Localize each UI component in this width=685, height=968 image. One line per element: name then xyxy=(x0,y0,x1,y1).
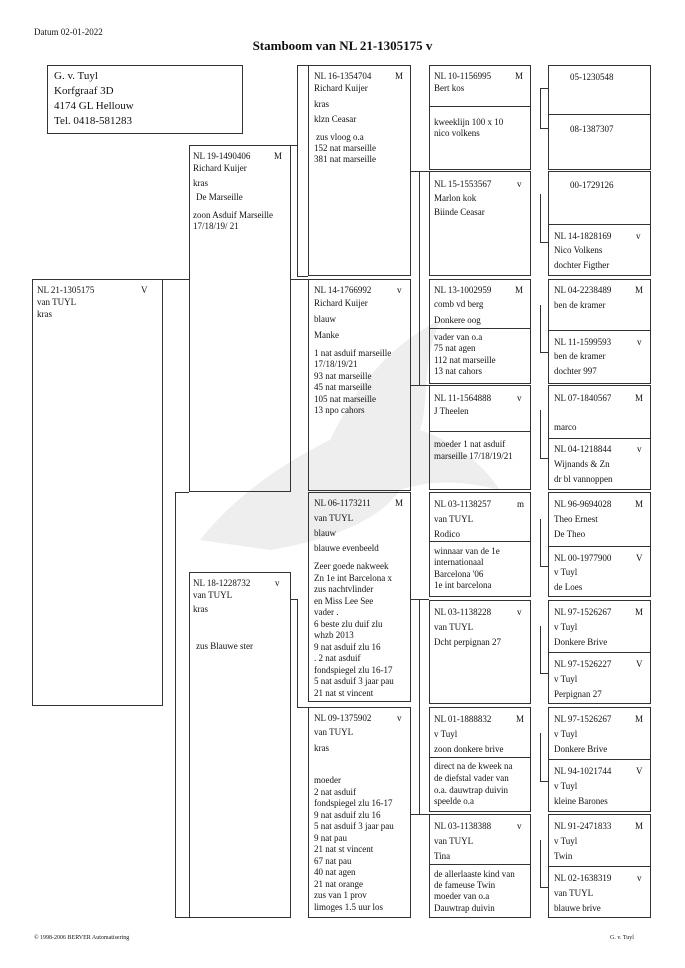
ff-note: 152 nat marseille xyxy=(314,143,376,153)
father-ring: NL 19-1490406 xyxy=(193,151,251,161)
connector-line xyxy=(540,128,548,129)
pedigree-title: Stamboom van NL 21-1305175 v xyxy=(252,38,433,53)
g3-line3: Dcht perpignan 27 xyxy=(434,637,501,647)
g3-divider xyxy=(430,541,530,542)
g4-line3: blauwe brive xyxy=(554,903,601,913)
mm-breeder: van TUYL xyxy=(314,727,354,737)
g4-line2: v Tuyl xyxy=(554,622,578,632)
g3-note: vader van o.a xyxy=(434,332,483,342)
g4-sex: V xyxy=(636,659,643,669)
g4-ring: NL 04-2238489 xyxy=(554,285,612,295)
connector-line xyxy=(297,707,308,708)
connector-line xyxy=(175,492,189,493)
mf-note: vader . xyxy=(314,607,339,617)
g3-box-1 xyxy=(429,65,531,170)
connector-line xyxy=(175,492,176,918)
g3-note: moeder van o.a xyxy=(434,891,490,901)
g4-ring: NL 00-1977900 xyxy=(554,553,612,563)
connector-line xyxy=(175,917,189,918)
mf-note: 21 nat st vincent xyxy=(314,688,374,698)
mf-note: fondspiegel zlu 16-17 xyxy=(314,665,393,675)
owner-city: 4174 GL Hellouw xyxy=(54,100,134,112)
g3-line2: van TUYL xyxy=(434,622,474,632)
g3-divider xyxy=(430,106,530,107)
fm-sex: v xyxy=(397,285,402,295)
g3-note: Barcelona '06 xyxy=(434,569,484,579)
mm-note: 2 nat asduif xyxy=(314,787,356,797)
g4-pair-5 xyxy=(548,492,651,597)
g3-line3: Biinde Ceasar xyxy=(434,207,485,217)
g4-line3: de Loes xyxy=(554,582,583,592)
mm-note: 9 nat pau xyxy=(314,833,347,843)
father-color: kras xyxy=(193,178,208,188)
g4-divider xyxy=(549,330,650,331)
g3-note: kweeklijn 100 x 10 xyxy=(434,117,504,127)
g3-note: Dauwtrap duivin xyxy=(434,903,495,913)
g3-note: winnaar van de 1e xyxy=(434,546,500,556)
g3-line3: Donkere oog xyxy=(434,315,481,325)
subject-box xyxy=(32,279,163,706)
connector-line xyxy=(540,458,548,459)
fm-color: blauw xyxy=(314,314,336,324)
connector-line xyxy=(297,276,308,277)
g4-line2: v Tuyl xyxy=(554,836,578,846)
g4-line3: Perpignan 27 xyxy=(554,689,602,699)
mf-note: en Miss Lee See xyxy=(314,596,374,606)
connector-line xyxy=(540,733,541,781)
g3-note: de allerlaaste kind van xyxy=(434,869,515,879)
g3-note: moeder 1 nat asduif xyxy=(434,439,506,449)
g3-divider xyxy=(430,864,530,865)
g3-note: speelde o.a xyxy=(434,796,474,806)
g3-sex: M xyxy=(516,714,525,724)
connector-line xyxy=(540,88,541,128)
g4-line3: dochter 997 xyxy=(554,366,597,376)
g4-pair-2 xyxy=(548,171,651,276)
mm-color: kras xyxy=(314,743,329,753)
g3-box-5 xyxy=(429,492,531,597)
g3-line2: v Tuyl xyxy=(434,729,458,739)
g4-sex: M xyxy=(635,714,644,724)
mother-breeder: van TUYL xyxy=(193,590,233,600)
g3-note: 1e int barcelona xyxy=(434,580,492,590)
ff-sex: M xyxy=(395,71,404,81)
g3-note: de fameuse Twin xyxy=(434,880,496,890)
g4-pair-6 xyxy=(548,600,651,704)
g4-divider xyxy=(549,114,650,115)
g3-line2: J Theelen xyxy=(434,406,469,416)
g4-line2: ben de kramer xyxy=(554,351,606,361)
g4-sex: v xyxy=(637,337,642,347)
connector-line xyxy=(540,194,541,242)
connector-line xyxy=(540,519,541,566)
g4-line2: van TUYL xyxy=(554,888,594,898)
g3-sex: M xyxy=(515,71,524,81)
g4-sex: v xyxy=(637,444,642,454)
owner-box xyxy=(47,65,243,134)
g4-line3: dochter Figther xyxy=(554,260,610,270)
mf-name: blauwe evenbeeld xyxy=(314,543,379,553)
mm-note: zus van 1 prov xyxy=(314,890,367,900)
father-note: 17/18/19/ 21 xyxy=(193,221,239,231)
mm-note: 5 nat asduif 3 jaar pau xyxy=(314,821,394,831)
owner-phone: Tel. 0418-581283 xyxy=(54,115,133,127)
g4-divider xyxy=(549,438,650,439)
g4-line2: v Tuyl xyxy=(554,781,578,791)
fm-note: 93 nat marseille xyxy=(314,371,372,381)
g4-line3: Twin xyxy=(554,851,573,861)
mother-sex: v xyxy=(275,578,280,588)
g3-sex: m xyxy=(517,499,525,509)
g4-ring: 05-1230548 xyxy=(570,72,614,82)
g4-pair-8 xyxy=(548,814,651,918)
g3-sex: v xyxy=(517,821,522,831)
g4-divider xyxy=(549,759,650,760)
mm-note: 40 nat agen xyxy=(314,867,356,877)
mf-note: Zeer goede nakweek xyxy=(314,561,389,571)
mf-color: blauw xyxy=(314,528,336,538)
fm-ring: NL 14-1766992 xyxy=(314,285,372,295)
g3-divider xyxy=(430,757,530,758)
father-breeder: Richard Kuijer xyxy=(193,163,247,173)
connector-line xyxy=(291,145,298,146)
g3-sex: v xyxy=(517,393,522,403)
fm-note: 17/18/19/21 xyxy=(314,359,358,369)
mf-note: whzb 2013 xyxy=(314,630,354,640)
connector-line xyxy=(540,88,548,89)
fm-box xyxy=(308,279,411,491)
connector-line xyxy=(540,566,548,567)
g4-pair-7 xyxy=(548,707,651,812)
g4-line3: kleine Barones xyxy=(554,796,608,806)
g3-box-4 xyxy=(429,385,531,490)
ff-box xyxy=(308,65,411,276)
ff-note: zus vloog o.a xyxy=(316,132,364,142)
g3-line2: van TUYL xyxy=(434,836,474,846)
ff-color: kras xyxy=(314,99,329,109)
g4-line2: Wijnands & Zn xyxy=(554,459,610,469)
g4-line2: Nico Volkens xyxy=(554,245,603,255)
g4-ring: NL 02-1638319 xyxy=(554,873,612,883)
fm-note: 105 nat marseille xyxy=(314,394,376,404)
g4-sex: M xyxy=(635,499,644,509)
father-box xyxy=(189,145,291,492)
g3-box-3 xyxy=(429,279,531,384)
mm-note: moeder xyxy=(314,775,341,785)
connector-line xyxy=(411,814,429,815)
g4-ring: NL 97-1526227 xyxy=(554,659,612,669)
mf-note: 6 beste zlu duif zlu xyxy=(314,619,383,629)
g4-sex: M xyxy=(635,607,644,617)
mf-note: . 2 nat asduif xyxy=(314,653,361,663)
ff-note: 381 nat marseille xyxy=(314,154,376,164)
g3-ring: NL 10-1156995 xyxy=(434,71,492,81)
g4-line2: Theo Ernest xyxy=(554,514,598,524)
g3-box-2 xyxy=(429,171,531,276)
g4-pair-4 xyxy=(548,385,651,490)
connector-line xyxy=(540,410,541,458)
g4-sex: M xyxy=(635,285,644,295)
connector-line xyxy=(411,599,429,600)
g4-line2: v Tuyl xyxy=(554,729,578,739)
fm-breeder: Richard Kuijer xyxy=(314,298,368,308)
connector-line xyxy=(291,599,298,600)
g3-note: 13 nat cahors xyxy=(434,366,482,376)
g4-ring: 00-1729126 xyxy=(570,180,614,190)
ff-ring: NL 16-1354704 xyxy=(314,71,372,81)
mm-note: 67 nat pau xyxy=(314,856,352,866)
g4-ring: 08-1387307 xyxy=(570,124,614,134)
g3-note: direct na de kweek na xyxy=(434,761,513,771)
g3-sex: v xyxy=(517,179,522,189)
g4-ring: NL 96-9694028 xyxy=(554,499,612,509)
g4-line3: De Theo xyxy=(554,529,586,539)
g3-line3: Rodico xyxy=(434,529,460,539)
g3-box-7 xyxy=(429,707,531,812)
g3-line2: van TUYL xyxy=(434,514,474,524)
connector-line xyxy=(411,385,429,386)
connector-line xyxy=(297,65,298,276)
mf-note: zus nachtvlinder xyxy=(314,584,374,594)
g3-line2: Marlon kok xyxy=(434,193,477,203)
g3-line3: zoon donkere brive xyxy=(434,744,504,754)
g3-ring: NL 15-1553567 xyxy=(434,179,492,189)
g3-ring: NL 03-1138388 xyxy=(434,821,492,831)
g4-ring: NL 11-1599593 xyxy=(554,337,612,347)
fm-note: 45 nat marseille xyxy=(314,382,372,392)
g3-sex: M xyxy=(515,285,524,295)
mm-note: 21 nat st vincent xyxy=(314,844,374,854)
g4-line3: dr bl vannoppen xyxy=(554,474,613,484)
father-note: zoon Asduif Marseille xyxy=(193,210,273,220)
g4-divider xyxy=(549,652,650,653)
g4-ring: NL 97-1526267 xyxy=(554,714,612,724)
footer-owner: G. v. Tuyl xyxy=(610,935,634,941)
mf-ring: NL 06-1173211 xyxy=(314,498,371,508)
g4-ring: NL 97-1526267 xyxy=(554,607,612,617)
g3-line2: Bert kos xyxy=(434,83,465,93)
connector-line xyxy=(411,171,429,172)
g4-ring: NL 04-1218844 xyxy=(554,444,612,454)
connector-line xyxy=(540,673,548,674)
connector-line xyxy=(297,599,298,707)
mother-box xyxy=(189,572,291,918)
connector-line xyxy=(419,171,420,386)
g3-ring: NL 11-1564888 xyxy=(434,393,492,403)
mf-note: 5 nat asduif 3 jaar pau xyxy=(314,676,394,686)
g3-sex: v xyxy=(517,607,522,617)
g3-note: marseille 17/18/19/21 xyxy=(434,451,513,461)
mother-name: zus Blauwe ster xyxy=(196,641,253,651)
g3-box-6 xyxy=(429,600,531,704)
connector-line xyxy=(540,781,548,782)
mm-box xyxy=(308,707,411,918)
mf-breeder: van TUYL xyxy=(314,513,354,523)
g4-ring: NL 14-1828169 xyxy=(554,231,612,241)
owner-name: G. v. Tuyl xyxy=(54,70,98,82)
g4-line2: marco xyxy=(554,422,577,432)
mf-note: 9 nat asduif zlu 16 xyxy=(314,642,381,652)
g4-line2: v Tuyl xyxy=(554,674,578,684)
g4-sex: M xyxy=(635,821,644,831)
g3-line2: comb vd berg xyxy=(434,299,484,309)
mm-note: 9 nat asduif zlu 16 xyxy=(314,810,381,820)
mf-sex: M xyxy=(395,498,404,508)
g4-sex: v xyxy=(637,873,642,883)
connector-line xyxy=(163,279,189,280)
g3-note: 112 nat marseille xyxy=(434,355,496,365)
g4-sex: v xyxy=(636,231,641,241)
footer-copyright: © 1998-2006 BERVER Automatisering xyxy=(34,935,130,941)
ff-name: klzn Ceasar xyxy=(314,114,357,124)
owner-street: Korfgraaf 3D xyxy=(54,85,114,97)
connector-line xyxy=(540,242,548,243)
fm-note: 1 nat asduif marseille xyxy=(314,348,392,358)
g4-pair-3 xyxy=(548,279,651,384)
g4-ring: NL 94-1021744 xyxy=(554,766,612,776)
g3-note: o.a. dauwtrap duivin xyxy=(434,785,508,795)
g4-sex: V xyxy=(636,553,643,563)
g4-divider xyxy=(549,546,650,547)
g4-line3: Donkere Brive xyxy=(554,744,608,754)
mf-box xyxy=(308,492,411,702)
g4-sex: V xyxy=(636,766,643,776)
father-sex: M xyxy=(274,151,283,161)
connector-line xyxy=(540,352,548,353)
g3-divider xyxy=(430,431,530,432)
g4-divider xyxy=(549,866,650,867)
mm-note: 21 nat orange xyxy=(314,879,363,889)
mm-ring: NL 09-1375902 xyxy=(314,713,372,723)
fm-note: 13 npo cahors xyxy=(314,405,365,415)
print-date: Datum 02-01-2022 xyxy=(34,27,103,37)
subject-color: kras xyxy=(37,309,52,319)
g4-sex: M xyxy=(635,393,644,403)
connector-line xyxy=(291,279,308,280)
g3-note: internationaal xyxy=(434,557,484,567)
g4-line3: Donkere Brive xyxy=(554,637,608,647)
g3-ring: NL 13-1002959 xyxy=(434,285,492,295)
ff-breeder: Richard Kuijer xyxy=(314,83,368,93)
mm-note: limoges 1.5 uur los xyxy=(314,902,383,912)
connector-line xyxy=(540,840,541,887)
connector-line xyxy=(419,599,420,814)
g3-box-8 xyxy=(429,814,531,918)
g3-divider xyxy=(430,328,530,329)
g3-ring: NL 01-1888832 xyxy=(434,714,492,724)
g3-ring: NL 03-1138257 xyxy=(434,499,492,509)
g3-note: nico volkens xyxy=(434,128,480,138)
subject-name: van TUYL xyxy=(37,297,77,307)
subject-ring: NL 21-1305175 xyxy=(37,285,95,295)
connector-line xyxy=(540,626,541,673)
mother-color: kras xyxy=(193,604,208,614)
g4-pair-1 xyxy=(548,65,651,170)
g4-ring: NL 91-2471833 xyxy=(554,821,612,831)
g4-divider xyxy=(549,224,650,225)
connector-line xyxy=(297,65,308,66)
mm-note: fondspiegel zlu 16-17 xyxy=(314,798,393,808)
mm-sex: v xyxy=(397,713,402,723)
subject-sex: V xyxy=(141,285,148,295)
connector-line xyxy=(540,305,541,352)
fm-name: Manke xyxy=(314,330,339,340)
mother-ring: NL 18-1228732 xyxy=(193,578,251,588)
g3-line3: Tina xyxy=(434,851,451,861)
g4-line2: ben de kramer xyxy=(554,300,606,310)
g3-ring: NL 03-1138228 xyxy=(434,607,492,617)
g4-ring: NL 07-1840567 xyxy=(554,393,612,403)
g3-note: 75 nat agen xyxy=(434,343,476,353)
mf-note: Zn 1e int Barcelona x xyxy=(314,573,392,583)
connector-line xyxy=(540,887,548,888)
father-name: De Marseille xyxy=(196,192,243,202)
g4-line2: v Tuyl xyxy=(554,567,578,577)
g3-note: de diefstal vader van xyxy=(434,773,509,783)
